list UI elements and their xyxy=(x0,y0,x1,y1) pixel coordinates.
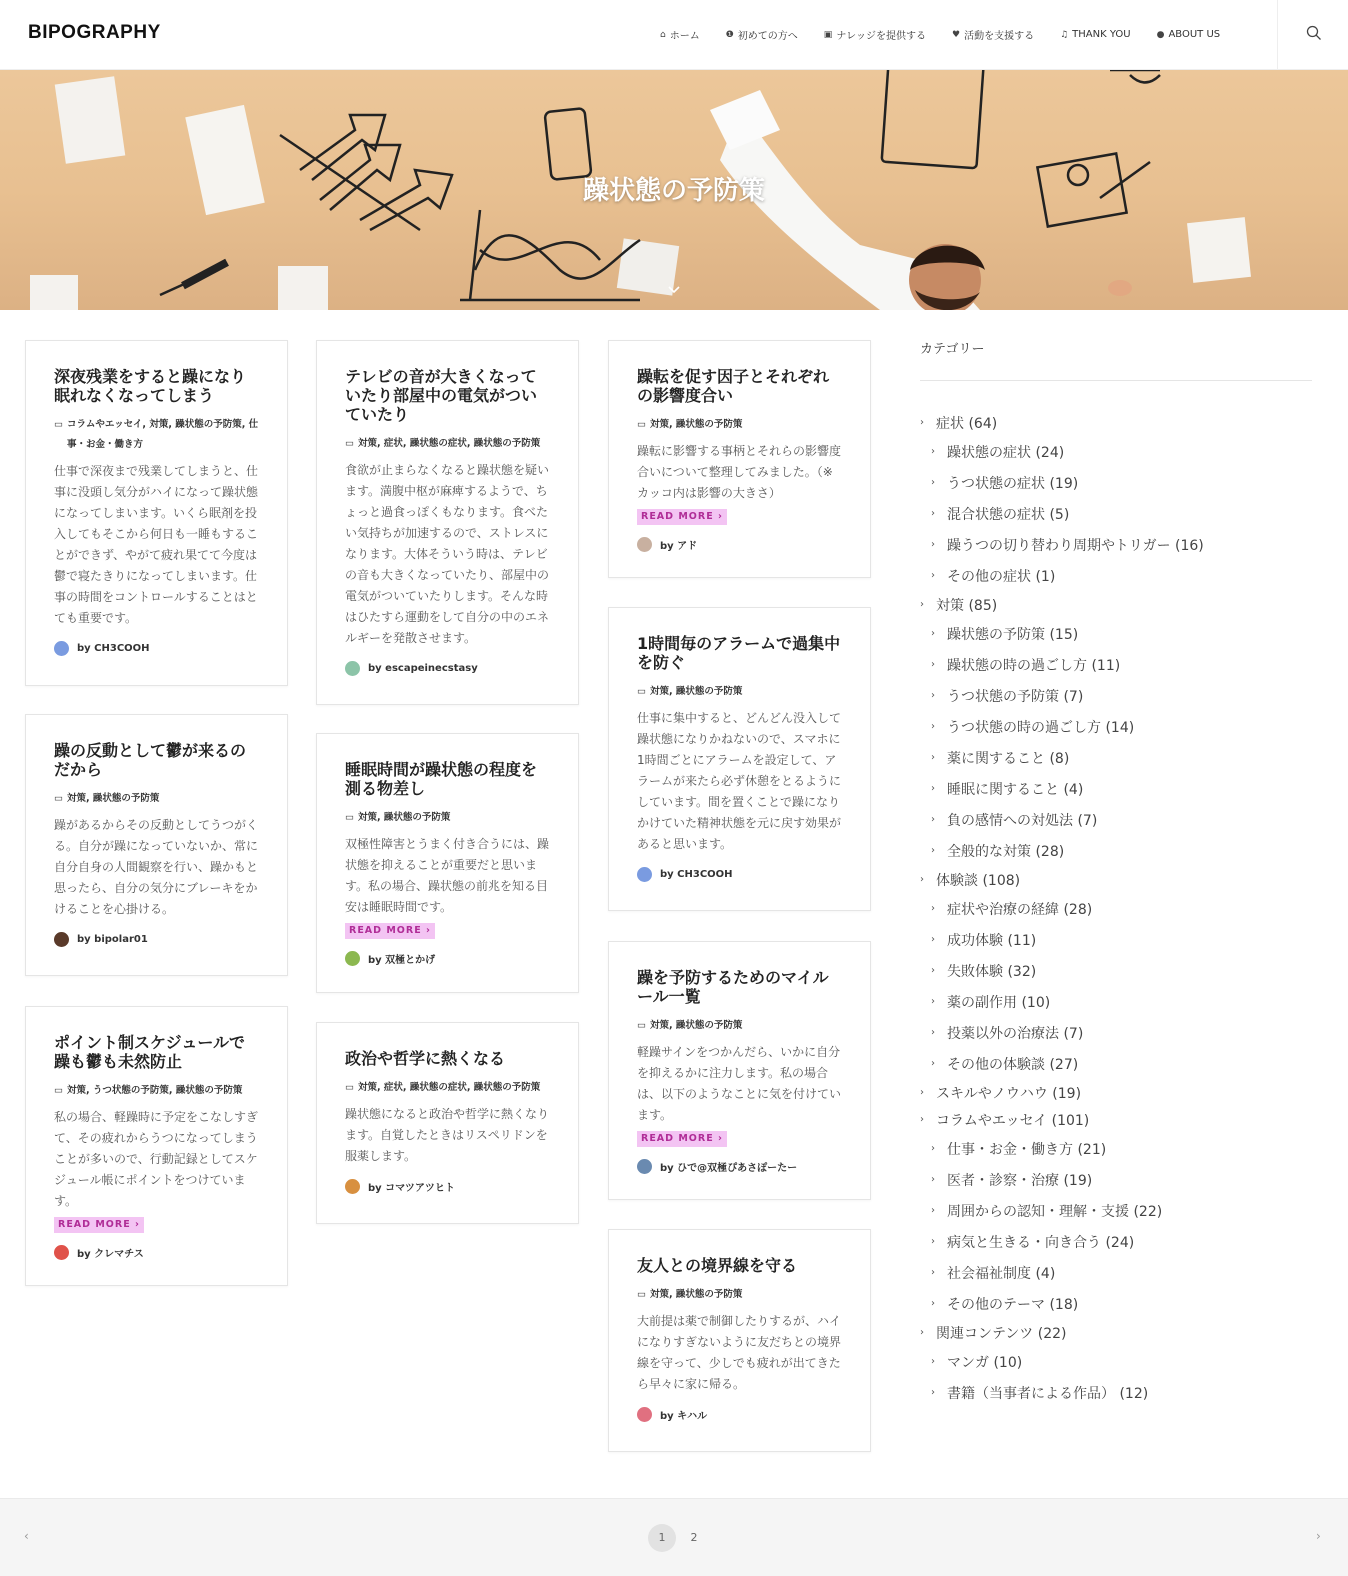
category-item[interactable] xyxy=(920,835,1320,866)
folder-icon: ▭ xyxy=(637,1289,646,1300)
post-categories xyxy=(637,1016,843,1036)
category-item[interactable] xyxy=(920,804,1320,835)
author-name: by クレマチス xyxy=(77,1249,144,1260)
post-excerpt: 大前提は薬で制御したりするが、ハイになりすぎないように友だちとの境界線を守って、少しでも疲れが出てきたら早々に家に帰る。 xyxy=(637,1314,842,1391)
chevron-right-icon: › xyxy=(931,1027,935,1038)
post-title[interactable]: 躁の反動として鬱が来るのだから xyxy=(54,741,247,779)
category-label: その他の体験談 (27) xyxy=(947,1056,1079,1073)
category-item[interactable] xyxy=(920,866,1320,893)
page-title: 躁状態の予防策 xyxy=(582,176,765,206)
category-label: その他のテーマ (18) xyxy=(947,1296,1079,1313)
category-item[interactable] xyxy=(920,649,1320,680)
post-card xyxy=(25,1006,288,1286)
post-categories xyxy=(54,789,260,809)
category-item[interactable] xyxy=(920,986,1320,1017)
post-title[interactable]: テレビの音が大きくなっていたり部屋中の電気がついていたり xyxy=(345,367,538,424)
post-card xyxy=(25,340,288,686)
post-category-links[interactable]: 対策, 躁状態の予防策 xyxy=(649,1289,743,1300)
post-categories xyxy=(345,808,551,828)
nav-item[interactable] xyxy=(726,27,798,42)
post-categories xyxy=(637,1285,843,1305)
author-name: by キハル xyxy=(660,1411,708,1422)
avatar xyxy=(345,951,360,966)
chevron-right-icon: › xyxy=(931,996,935,1007)
post-card xyxy=(608,340,871,578)
avatar xyxy=(637,867,652,882)
read-more-link[interactable] xyxy=(54,1217,144,1233)
category-label: 成功体験 (11) xyxy=(947,932,1037,949)
post-categories xyxy=(345,434,551,454)
search-icon[interactable] xyxy=(1306,25,1322,41)
chevron-right-icon: › xyxy=(931,1143,935,1154)
category-item[interactable] xyxy=(920,1017,1320,1048)
post-category-links[interactable]: 対策, 症状, 躁状態の症状, 躁状態の予防策 xyxy=(357,1082,541,1093)
nav-item-label: 初めての方へ xyxy=(737,31,798,42)
page-2-button[interactable]: 2 xyxy=(690,1531,698,1544)
read-more-label: READ MORE xyxy=(641,1133,714,1144)
category-item[interactable] xyxy=(920,560,1320,591)
avatar xyxy=(54,641,69,656)
nav-item[interactable] xyxy=(824,27,926,42)
post-category-links[interactable]: 対策, 躁状態の予防策 xyxy=(649,419,743,430)
post-author[interactable] xyxy=(637,1159,843,1174)
pagination xyxy=(0,1498,1348,1576)
chevron-right-icon: › xyxy=(931,965,935,976)
post-category-links[interactable]: 対策, 躁状態の予防策 xyxy=(66,793,160,804)
category-item[interactable] xyxy=(920,1195,1320,1226)
post-excerpt: 双極性障害とうまく付き合うには、躁状態を抑えることが重要だと思います。私の場合、躁状態の前兆を知る目安は睡眠時間です。 xyxy=(345,837,550,914)
nav-item[interactable] xyxy=(1157,27,1221,42)
gift-icon: ▣ xyxy=(823,29,833,40)
category-label: 症状 (64) xyxy=(936,415,998,432)
post-author[interactable] xyxy=(54,932,260,947)
author-name: by アド xyxy=(660,541,698,552)
avatar xyxy=(54,1245,69,1260)
post-title[interactable]: 躁を予防するためのマイルール一覧 xyxy=(637,968,829,1006)
nav-item-label: THANK YOU xyxy=(1072,29,1131,40)
post-title[interactable]: 深夜残業をすると躁になり眠れなくなってしまう xyxy=(54,367,247,405)
read-more-label: READ MORE xyxy=(349,925,422,936)
post-excerpt: 軽躁サインをつかんだら、いかに自分を抑えるかに注力します。私の場合は、以下のようなことに気を付けています。 xyxy=(637,1045,842,1122)
user-icon: ● xyxy=(1156,29,1165,40)
site-logo[interactable]: BIPOGRAPHY xyxy=(28,22,161,43)
info-icon: ❶ xyxy=(725,29,734,40)
read-more-link[interactable] xyxy=(637,1131,727,1147)
chevron-right-icon: › xyxy=(931,690,935,701)
nav-item[interactable] xyxy=(1060,27,1131,42)
prev-page-icon[interactable]: ‹ xyxy=(24,1529,29,1543)
chevron-right-icon: › xyxy=(931,628,935,639)
category-label: 対策 (85) xyxy=(936,597,998,614)
post-card xyxy=(25,714,288,976)
category-label: 体験談 (108) xyxy=(936,872,1021,889)
chevron-right-icon: › xyxy=(931,1205,935,1216)
chevron-right-icon: › xyxy=(931,783,935,794)
folder-icon: ▭ xyxy=(54,1085,63,1096)
post-excerpt: 躁状態になると政治や哲学に熱くなります。自覚したときはリスペリドンを服薬します。 xyxy=(345,1107,550,1163)
category-item[interactable] xyxy=(920,680,1320,711)
category-label: 書籍（当事者による作品） (12) xyxy=(947,1385,1149,1402)
chevron-right-icon: › xyxy=(920,1087,924,1098)
nav-item[interactable] xyxy=(660,27,700,42)
category-label: 社会福祉制度 (4) xyxy=(947,1265,1056,1282)
chevron-right-icon: › xyxy=(931,570,935,581)
chevron-right-icon: › xyxy=(135,1219,140,1230)
folder-icon: ▭ xyxy=(637,1020,646,1031)
author-name: by bipolar01 xyxy=(77,934,148,945)
header-divider xyxy=(1277,0,1278,70)
nav-item[interactable] xyxy=(952,27,1034,42)
post-title[interactable]: 政治や哲学に熱くなる xyxy=(345,1049,506,1068)
post-title[interactable]: 躁転を促す因子とそれぞれの影響度合い xyxy=(637,367,830,405)
category-item[interactable] xyxy=(920,1257,1320,1288)
chevron-right-icon: › xyxy=(931,721,935,732)
post-author[interactable] xyxy=(637,867,843,882)
chevron-right-icon: › xyxy=(920,599,924,610)
post-author[interactable] xyxy=(637,537,843,552)
post-title[interactable]: 友人との境界線を守る xyxy=(637,1256,798,1275)
chevron-right-icon: › xyxy=(920,874,924,885)
site-header xyxy=(0,0,1348,70)
read-more-link[interactable] xyxy=(637,509,727,525)
post-excerpt: 仕事に集中すると、どんどん没入して躁状態になりかねないので、スマホに1時間ごとにアラームを設定して、アラームが来たら必ず休憩をとるようにしています。間を置くことで躁になりかけていた精神状態を元に戻す効果があると思います。 xyxy=(637,711,842,851)
chevron-right-icon: › xyxy=(931,1236,935,1247)
chevron-right-icon: › xyxy=(931,539,935,550)
category-item[interactable] xyxy=(920,1288,1320,1319)
author-name: by コマツアツヒト xyxy=(368,1183,455,1194)
category-item[interactable] xyxy=(920,742,1320,773)
avatar xyxy=(345,661,360,676)
category-label: 関連コンテンツ (22) xyxy=(936,1325,1067,1342)
page-1-button[interactable]: 1 xyxy=(648,1524,676,1552)
author-name: by CH3COOH xyxy=(660,869,733,880)
category-item[interactable] xyxy=(920,924,1320,955)
category-label: 躁状態の症状 (24) xyxy=(947,444,1065,461)
category-item[interactable] xyxy=(920,893,1320,924)
nav-item-label: ホーム xyxy=(669,31,700,42)
post-card xyxy=(316,340,579,705)
chevron-right-icon: › xyxy=(931,845,935,856)
category-label: その他の症状 (1) xyxy=(947,568,1056,585)
chevron-right-icon: › xyxy=(931,659,935,670)
music-icon: ♫ xyxy=(1060,29,1069,40)
category-item[interactable] xyxy=(920,1226,1320,1257)
post-excerpt: 躁転に影響する事柄とそれらの影響度合いについて整理してみました。（※カッコ内は影響の大きさ） xyxy=(637,444,842,500)
folder-icon: ▭ xyxy=(54,419,63,430)
folder-icon: ▭ xyxy=(54,793,63,804)
category-item[interactable] xyxy=(920,955,1320,986)
category-list xyxy=(920,409,1320,1408)
post-card xyxy=(316,733,579,993)
category-item[interactable] xyxy=(920,409,1320,436)
avatar xyxy=(637,1407,652,1422)
category-item[interactable] xyxy=(920,711,1320,742)
post-categories xyxy=(637,415,843,435)
category-label: 薬に関すること (8) xyxy=(947,750,1070,767)
category-label: 病気と生きる・向き合う (24) xyxy=(947,1234,1135,1251)
chevron-right-icon: › xyxy=(920,417,924,428)
chevron-right-icon: › xyxy=(931,903,935,914)
category-item[interactable] xyxy=(920,1133,1320,1164)
nav-item-label: ABOUT US xyxy=(1168,29,1221,40)
chevron-right-icon: › xyxy=(931,752,935,763)
post-author[interactable] xyxy=(54,641,260,656)
category-item[interactable] xyxy=(920,1377,1320,1408)
folder-icon: ▭ xyxy=(637,419,646,430)
category-label: 医者・診察・治療 (19) xyxy=(947,1172,1093,1189)
chevron-right-icon: › xyxy=(718,511,723,522)
post-title[interactable]: ポイント制スケジュールで躁も鬱も未然防止 xyxy=(54,1033,246,1071)
post-excerpt: 食欲が止まらなくなると躁状態を疑います。満腹中枢が麻痺するようで、ちょっと過食っぽくもなります。食べたい気持ちが加速するので、ストレスになります。大体そういう時は、テレビの音も大きくなっていたり、部屋中の電気がついていたりします。そんな時はひたすら運動をして自分の中のエネルギーを発散させます。 xyxy=(345,463,550,645)
post-categories xyxy=(637,682,843,702)
category-label: マンガ (10) xyxy=(947,1354,1023,1371)
chevron-right-icon: › xyxy=(931,508,935,519)
category-item[interactable] xyxy=(920,618,1320,649)
post-category-links[interactable]: 対策, 症状, 躁状態の症状, 躁状態の予防策 xyxy=(357,438,541,449)
category-item[interactable] xyxy=(920,498,1320,529)
post-author[interactable] xyxy=(345,1179,551,1194)
post-card xyxy=(316,1022,579,1224)
category-item[interactable] xyxy=(920,1106,1320,1133)
category-label: 投薬以外の治療法 (7) xyxy=(947,1025,1084,1042)
folder-icon: ▭ xyxy=(345,438,354,449)
nav-item-label: ナレッジを提供する xyxy=(836,31,927,42)
avatar xyxy=(637,537,652,552)
folder-icon: ▭ xyxy=(637,686,646,697)
post-title[interactable]: 睡眠時間が躁状態の程度を測る物差し xyxy=(345,760,538,798)
category-label: 躁うつの切り替わり周期やトリガー (16) xyxy=(947,537,1204,554)
post-title[interactable]: 1時間毎のアラームで過集中を防ぐ xyxy=(637,634,841,672)
avatar xyxy=(637,1159,652,1174)
category-label: 睡眠に関すること (4) xyxy=(947,781,1084,798)
category-item[interactable] xyxy=(920,1079,1320,1106)
category-label: 躁状態の予防策 (15) xyxy=(947,626,1079,643)
post-excerpt: 私の場合、軽躁時に予定をこなしすぎて、その疲れからうつになってしまうことが多いので、行動記録としてスケジュール帳にポイントをつけています。 xyxy=(54,1110,259,1208)
read-more-link[interactable] xyxy=(345,923,435,939)
post-author[interactable] xyxy=(54,1245,260,1260)
post-author[interactable] xyxy=(637,1407,843,1422)
chevron-right-icon: › xyxy=(920,1114,924,1125)
sidebar-divider xyxy=(920,380,1312,381)
chevron-right-icon: › xyxy=(718,1133,723,1144)
chevron-right-icon: › xyxy=(931,477,935,488)
post-card xyxy=(608,607,871,911)
chevron-right-icon: › xyxy=(931,934,935,945)
nav-item-label: 活動を支援する xyxy=(964,31,1035,42)
read-more-label: READ MORE xyxy=(641,511,714,522)
post-card xyxy=(608,941,871,1200)
category-item[interactable] xyxy=(920,1164,1320,1195)
author-name: by escapeinecstasy xyxy=(368,663,478,674)
category-label: コラムやエッセイ (101) xyxy=(936,1112,1090,1129)
chevron-right-icon: › xyxy=(426,925,431,936)
category-item[interactable] xyxy=(920,529,1320,560)
avatar xyxy=(345,1179,360,1194)
post-category-links[interactable]: 対策, 躁状態の予防策 xyxy=(649,1020,743,1031)
category-item[interactable] xyxy=(920,1048,1320,1079)
category-item[interactable] xyxy=(920,591,1320,618)
post-excerpt: 仕事で深夜まで残業してしまうと、仕事に没頭し気分がハイになって躁状態になってしまいます。いくら眠剤を投入してもそこから何日も一睡もすることができず、やがて疲れ果てて今度は鬱で寝たきりになってしまいます。仕事の時間をコントロールすることはとても重要です。 xyxy=(54,464,259,625)
category-item[interactable] xyxy=(920,1346,1320,1377)
author-name: by CH3COOH xyxy=(77,643,150,654)
chevron-right-icon: › xyxy=(931,446,935,457)
author-name: by ひで@双極ぴあさぽーたー xyxy=(660,1163,798,1174)
post-categories xyxy=(345,1078,551,1098)
folder-icon: ▭ xyxy=(345,1082,354,1093)
main-nav xyxy=(660,27,1246,42)
category-label: 負の感情への対処法 (7) xyxy=(947,812,1098,829)
post-author[interactable] xyxy=(345,661,551,676)
hero-banner xyxy=(0,70,1348,310)
post-category-links[interactable]: 対策, 躁状態の予防策 xyxy=(649,686,743,697)
avatar xyxy=(54,932,69,947)
category-label: 躁状態の時の過ごし方 (11) xyxy=(947,657,1121,674)
chevron-right-icon: › xyxy=(931,1298,935,1309)
post-card xyxy=(608,1229,871,1452)
post-author[interactable] xyxy=(345,951,551,966)
chevron-right-icon: › xyxy=(931,1387,935,1398)
category-item[interactable] xyxy=(920,467,1320,498)
author-name: by 双極とかげ xyxy=(368,955,436,966)
sidebar-title: カテゴリー xyxy=(920,342,985,357)
chevron-right-icon: › xyxy=(931,1267,935,1278)
post-categories xyxy=(54,415,260,455)
heart-icon: ♥ xyxy=(952,29,961,40)
chevron-right-icon: › xyxy=(931,814,935,825)
read-more-label: READ MORE xyxy=(58,1219,131,1230)
category-item[interactable] xyxy=(920,436,1320,467)
category-label: 薬の副作用 (10) xyxy=(947,994,1051,1011)
post-category-links[interactable]: 対策, うつ状態の予防策, 躁状態の予防策 xyxy=(66,1085,243,1096)
home-icon: ⌂ xyxy=(660,29,666,40)
category-label: スキルやノウハウ (19) xyxy=(936,1085,1082,1102)
chevron-right-icon: › xyxy=(920,1327,924,1338)
chevron-right-icon: › xyxy=(931,1174,935,1185)
category-label: 失敗体験 (32) xyxy=(947,963,1037,980)
category-item[interactable] xyxy=(920,1319,1320,1346)
chevron-down-icon[interactable] xyxy=(668,282,680,298)
category-label: うつ状態の症状 (19) xyxy=(947,475,1079,492)
chevron-right-icon: › xyxy=(931,1356,935,1367)
category-item[interactable] xyxy=(920,773,1320,804)
category-label: 混合状態の症状 (5) xyxy=(947,506,1070,523)
category-label: 周囲からの認知・理解・支援 (22) xyxy=(947,1203,1163,1220)
category-label: うつ状態の時の過ごし方 (14) xyxy=(947,719,1135,736)
category-label: 症状や治療の経緯 (28) xyxy=(947,901,1093,918)
category-label: 全般的な対策 (28) xyxy=(947,843,1065,860)
post-excerpt: 躁があるからその反動としてうつがくる。自分が躁になっていないか、常に自分自身の人間観察を行い、躁かもと思ったら、自分の気分にブレーキをかけることを心掛ける。 xyxy=(54,818,259,916)
category-label: うつ状態の予防策 (7) xyxy=(947,688,1084,705)
category-label: 仕事・お金・働き方 (21) xyxy=(947,1141,1107,1158)
post-category-links[interactable]: コラムやエッセイ, 対策, 躁状態の予防策, 仕事・お金・働き方 xyxy=(66,419,259,450)
post-categories xyxy=(54,1081,260,1101)
post-category-links[interactable]: 対策, 躁状態の予防策 xyxy=(357,812,451,823)
folder-icon: ▭ xyxy=(345,812,354,823)
next-page-icon[interactable]: › xyxy=(1316,1529,1321,1543)
chevron-right-icon: › xyxy=(931,1058,935,1069)
